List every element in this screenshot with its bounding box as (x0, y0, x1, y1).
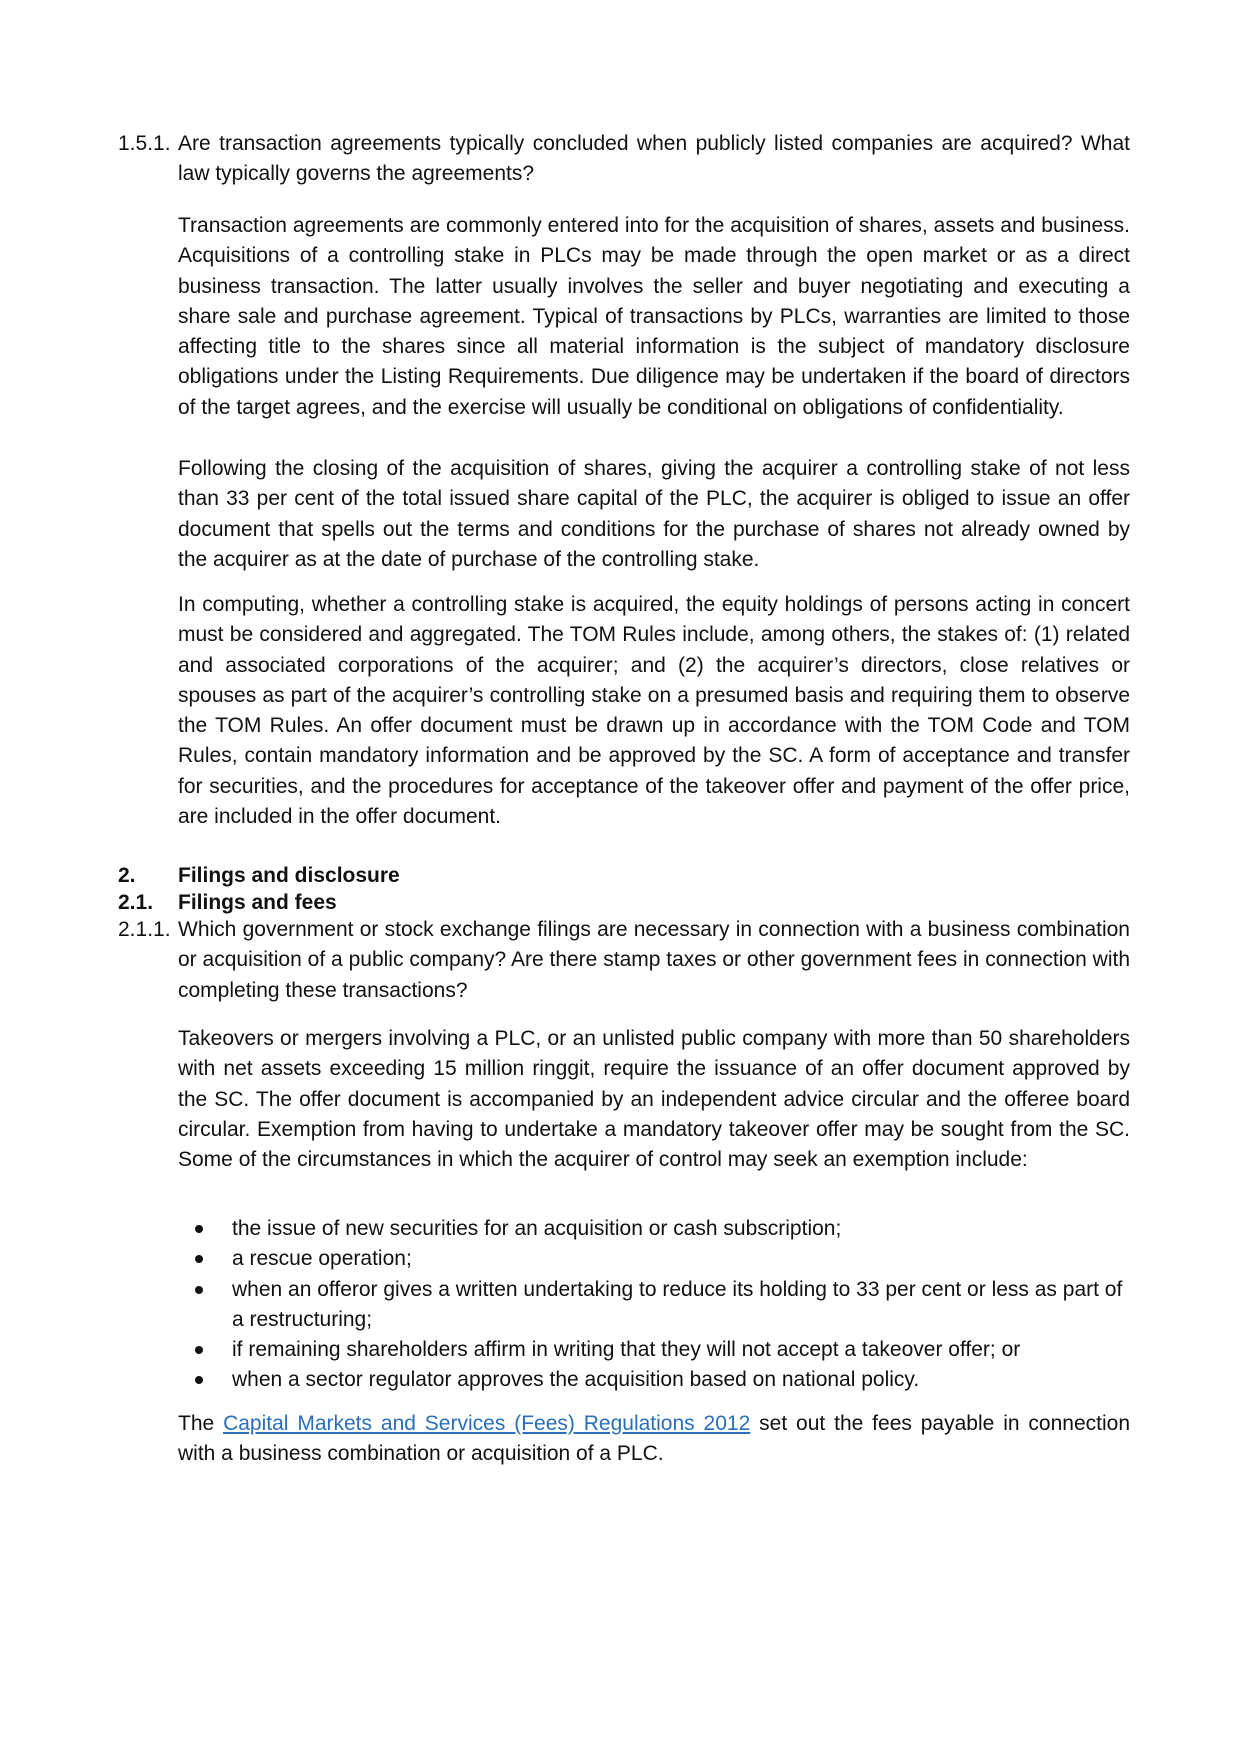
closing-paragraph (178, 1409, 1130, 1470)
paragraph-2-1-1: Takeovers or mergers involving a PLC, or an unlisted public company with more than 50 shareholders with net assets exceeding 15 million ringgit, require the issuance of an offer document approved by the SC. The offer document is accompanied by an independent advice circular and the offeree board circular. Exemption from having to undertake a mandatory takeover offer may be sought from the SC. Some of the circumstances in which the acquirer of control may seek an exemption include: (178, 1027, 1130, 1172)
question-1-5-1: Are transaction agreements typically concluded when publicly listed companies are acquired? What law typically governs the agreements? (178, 132, 1130, 186)
heading-filings-and-disclosure: Filings and disclosure (178, 864, 400, 887)
list-item-text: when a sector regulator approves the acquisition based on national policy. (232, 1368, 920, 1392)
bullet-icon (195, 1286, 203, 1294)
question-2-1-1: Which government or stock exchange filings are necessary in connection with a business combination or acquisition of a public company? Are there stamp taxes or other government fees in connection with completing these transactions? (178, 918, 1130, 1002)
bullet-icon (195, 1346, 203, 1354)
paragraph-1-5-1-b: Following the closing of the acquisition of shares, giving the acquirer a controlling stake of not less than 33 per cent of the total issued share capital of the PLC, the acquirer is obliged to issue an offer document that spells out the terms and conditions for the purchase of shares not already owned by the acquirer as at the date of purchase of the controlling stake. (178, 457, 1130, 571)
section-number-1-5-1: 1.5.1. (118, 132, 171, 155)
list-item-text: if remaining shareholders affirm in writing that they will not accept a takeover offer; or (232, 1338, 1021, 1362)
paragraph-1-5-1-c: In computing, whether a controlling stake is acquired, the equity holdings of persons acting in concert must be considered and aggregated. The TOM Rules include, among others, the stakes of: (1) related and associated corporations of the acquirer; and (2) the acquirer’s directors, close relatives or spouses as part of the acquirer’s controlling stake on a presumed basis and requiring them to observe the TOM Rules. An offer document must be drawn up in accordance with the TOM Code and TOM Rules, contain mandatory information and be approved by the SC. A form of acceptance and transfer for securities, and the procedures for acceptance of the takeover offer and payment of the offer price, are included in the offer document. (178, 593, 1130, 829)
section-number-2-1: 2.1. (118, 891, 154, 914)
list-item (178, 1214, 1130, 1244)
list-item-text: a rescue operation; (232, 1247, 412, 1271)
list-item (178, 1365, 1130, 1395)
heading-filings-and-fees: Filings and fees (178, 891, 337, 914)
list-item (178, 1244, 1130, 1274)
bullet-icon (195, 1225, 203, 1233)
list-item (178, 1275, 1130, 1336)
closing-text-before: The (178, 1412, 224, 1435)
bullet-icon (195, 1255, 203, 1263)
list-item-text: the issue of new securities for an acquisition or cash subscription; (232, 1217, 842, 1240)
section-number-2: 2. (118, 864, 136, 887)
list-item (178, 1335, 1130, 1365)
bullet-icon (195, 1376, 203, 1384)
list-item-text: when an offeror gives a written undertaking to reduce its holding to 33 per cent or less as part of a restructuring; (232, 1277, 1123, 1331)
closing-text-after: set out the fees payable in connection with a business combination or acquisition of a PLC. (178, 1412, 1130, 1466)
section-number-2-1-1: 2.1.1. (118, 918, 171, 941)
paragraph-1-5-1-a: Transaction agreements are commonly entered into for the acquisition of shares, assets and business. Acquisitions of a controlling stake in PLCs may be made through the open market or as a direct business transaction. The latter usually involves the seller and buyer negotiating and executing a share sale and purchase agreement. Typical of transactions by PLCs, warranties are limited to those affecting title to the shares since all material information is the subject of mandatory disclosure obligations under the Listing Requirements. Due diligence may be undertaken if the board of directors of the target agrees, and the exercise will usually be conditional on obligations of confidentiality. (178, 214, 1130, 419)
exemption-list (178, 1214, 1130, 1396)
fees-regulations-link[interactable]: Capital Markets and Services (Fees) Regulations 2012 (223, 1412, 751, 1435)
